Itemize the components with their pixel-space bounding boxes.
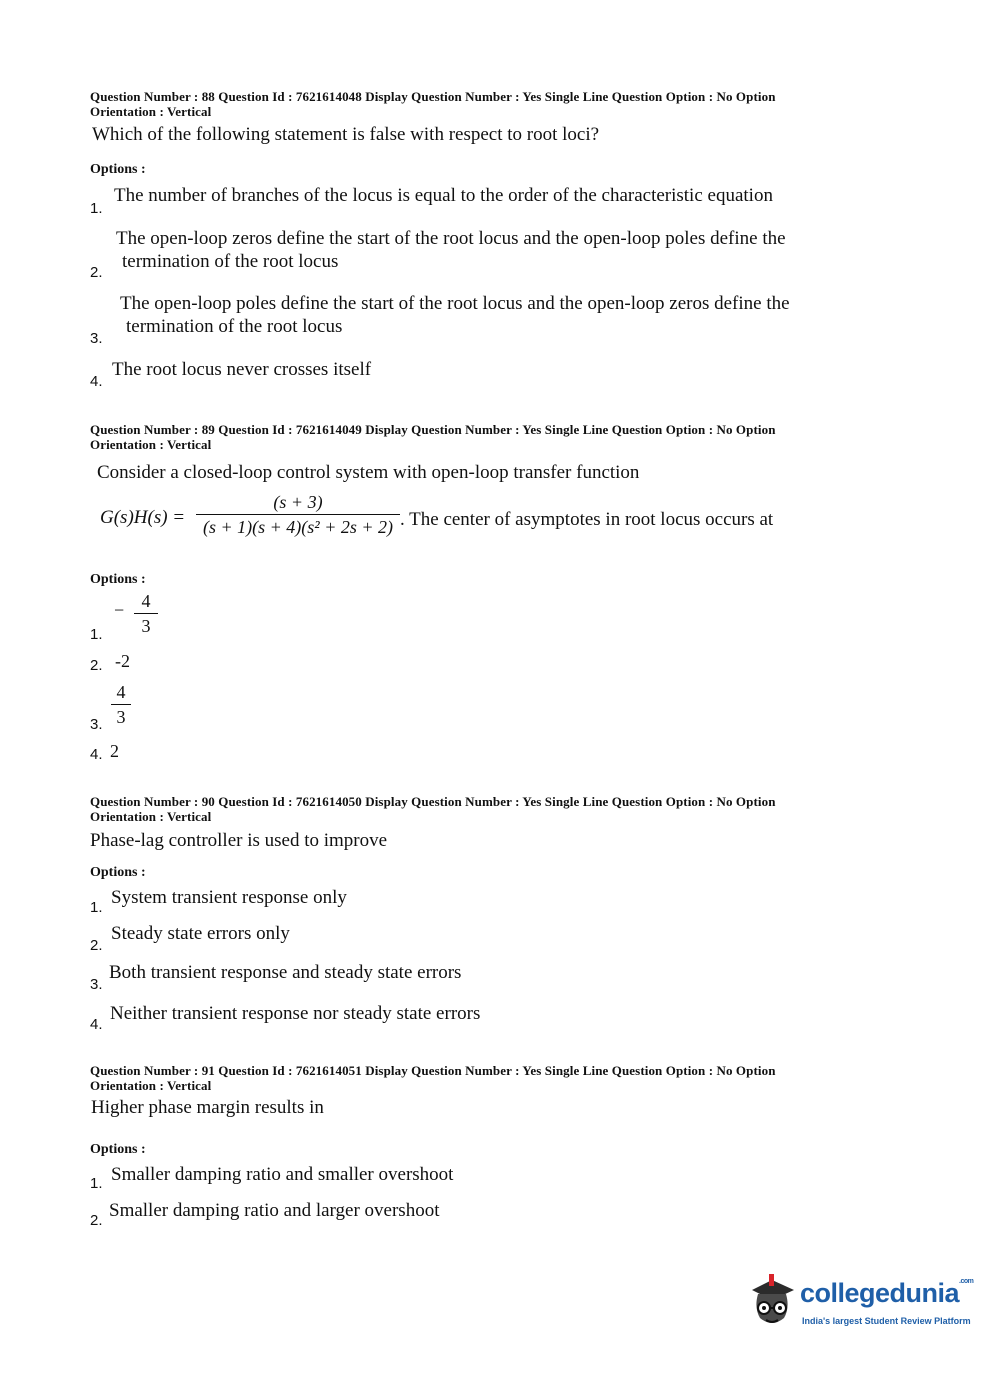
option-number: 3. (90, 976, 103, 993)
question-text: Consider a closed-loop control system with open-loop transfer function (97, 462, 640, 483)
option-text[interactable]: 2 (110, 741, 119, 761)
options-label: Options : (90, 1142, 146, 1157)
option-text[interactable]: Steady state errors only (111, 923, 290, 944)
question-text: Phase-lag controller is used to improve (90, 830, 388, 851)
option-text[interactable]: The open-loop zeros define the start of the root locus and the open-loop poles define the termination of the root locus (116, 228, 786, 272)
option-number: 1. (90, 626, 103, 643)
formula-numerator: (s + 3) (273, 492, 323, 512)
question-meta: Question Number : 89 Question Id : 7621614049 Display Question Number : Yes Single Line Question Option : No Option Orientation : Vertical (90, 422, 776, 452)
option-text[interactable]: The open-loop poles define the start of the root locus and the open-loop zeros define the termination of the root locus (120, 293, 790, 337)
question-meta: Question Number : 91 Question Id : 7621614051 Display Question Number : Yes Single Line Question Option : No Option Orientation : Vertical (90, 1063, 776, 1093)
question-text: Which of the following statement is false with respect to root loci? (92, 124, 600, 145)
option-number: 3. (90, 716, 103, 733)
option-number: 3. (90, 330, 103, 347)
option-number: 2. (90, 1212, 103, 1229)
option-number: 4. (90, 373, 103, 390)
option-number: 4. (90, 1016, 103, 1033)
options-label: Options : (90, 865, 146, 880)
option-text[interactable]: The number of branches of the locus is equal to the order of the characteristic equation (114, 185, 773, 206)
option-number: 1. (90, 1175, 103, 1192)
question-meta: Question Number : 88 Question Id : 7621614048 Display Question Number : Yes Single Line Question Option : No Option Orientation : Vertical (90, 89, 776, 119)
option-text[interactable]: Neither transient response nor steady state errors (110, 1003, 481, 1024)
options-label: Options : (90, 572, 146, 587)
formula-denominator: (s + 1)(s + 4)(s² + 2s + 2) (203, 517, 393, 537)
option-number: 4. (90, 746, 103, 763)
option-number: 2. (90, 657, 103, 674)
options-label: Options : (90, 162, 146, 177)
logo-name: collegedunia$^{.com}$ (800, 1278, 974, 1308)
minus-sign: − (114, 600, 125, 620)
question-meta: Question Number : 90 Question Id : 7621614050 Display Question Number : Yes Single Line Question Option : No Option Orientation : Vertical (90, 794, 776, 824)
option-text[interactable]: Smaller damping ratio and smaller overshoot (111, 1164, 454, 1185)
option-number: 1. (90, 899, 103, 916)
mascot-icon (742, 1270, 802, 1340)
formula-lhs: G(s)H(s) = (100, 507, 186, 528)
option-number: 1. (90, 200, 103, 217)
option-number: 2. (90, 264, 103, 281)
option-text[interactable]: -2 (115, 651, 130, 671)
option-number: 2. (90, 937, 103, 954)
formula-tail: . The center of asymptotes in root locus occurs at (400, 509, 774, 530)
collegedunia-logo[interactable] (742, 1270, 972, 1340)
logo-tagline: India's largest Student Review Platform (802, 1316, 971, 1326)
option-text[interactable]: The root locus never crosses itself (112, 359, 372, 380)
question-text: Higher phase margin results in (91, 1097, 324, 1118)
option-text[interactable]: Smaller damping ratio and larger overshoot (109, 1200, 440, 1221)
option-text[interactable]: Both transient response and steady state errors (109, 962, 462, 983)
formula-fraction (196, 490, 400, 539)
option-text[interactable]: System transient response only (111, 887, 347, 908)
